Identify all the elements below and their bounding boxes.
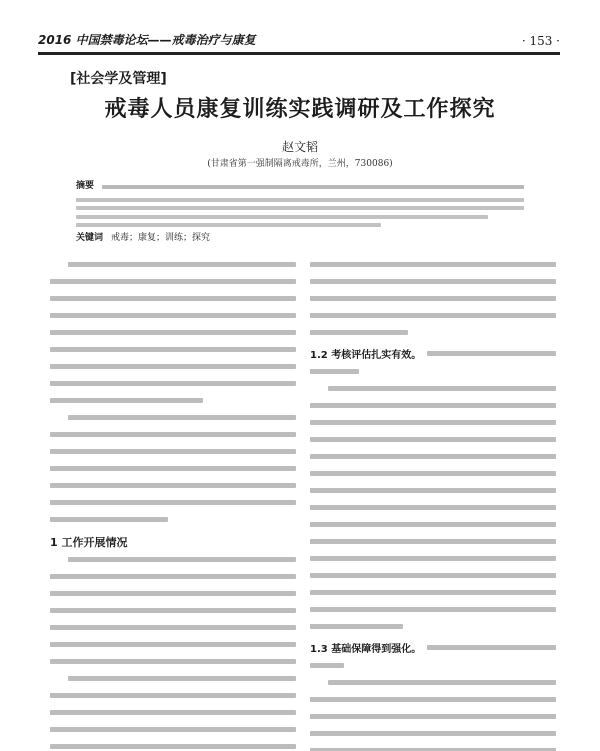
text-line: [50, 625, 296, 630]
text-line: [310, 539, 556, 544]
affiliation: (甘肃省第一强制隔离戒毒所，兰州，730086): [207, 159, 393, 169]
abstract-label: 摘要: [76, 181, 95, 191]
keywords-row: [76, 232, 524, 245]
article-title: 戒毒人员康复训练实践调研及工作探究: [104, 97, 496, 122]
text-line: [310, 279, 556, 284]
text-line: [310, 403, 556, 408]
right-column: [310, 262, 556, 751]
text-line: [50, 466, 296, 471]
page-number: · 153 ·: [521, 34, 560, 48]
section-tag: [社会学及管理]: [70, 71, 167, 87]
text-line: [310, 714, 556, 719]
text-line: [50, 364, 296, 369]
header-rule: [38, 52, 560, 55]
text-line: [102, 185, 524, 189]
text-line: [50, 693, 296, 698]
text-line: [310, 573, 556, 578]
text-line: [50, 347, 296, 352]
text-line: [76, 206, 524, 210]
text-line: [68, 557, 296, 562]
running-head: [38, 28, 560, 48]
text-line: [310, 505, 556, 510]
text-line: [76, 198, 524, 202]
text-line: [310, 488, 556, 493]
text-line: [427, 351, 556, 356]
keywords: 戒毒；康复；训练；探究: [111, 232, 211, 243]
journal-title: 2016 中国禁毒论坛——戒毒治疗与康复: [38, 33, 256, 47]
text-line: [50, 313, 296, 318]
text-line: [50, 381, 296, 386]
abstract-block: [76, 180, 524, 245]
text-line: [310, 296, 556, 301]
text-line: [50, 642, 296, 647]
text-line: [50, 574, 296, 579]
text-line: [50, 744, 296, 749]
text-line: [310, 590, 556, 595]
text-line: [328, 386, 556, 391]
text-line: [50, 330, 296, 335]
text-line: [50, 710, 296, 715]
text-line: [50, 483, 296, 488]
text-line: [50, 449, 296, 454]
keywords-label: 关键词: [76, 232, 104, 243]
author: 赵文韬: [281, 140, 318, 154]
text-line: [50, 279, 296, 284]
text-line: [310, 697, 556, 702]
text-line: [310, 731, 556, 736]
text-line: [76, 215, 488, 219]
text-line: [50, 591, 296, 596]
text-line: [310, 556, 556, 561]
subsection-title: 1.2 考核评估扎实有效。: [310, 350, 422, 361]
text-line: [310, 522, 556, 527]
subsection-heading: [310, 641, 556, 654]
text-line: [328, 680, 556, 685]
subsection-title: 1.3 基础保障得到强化。: [310, 644, 422, 655]
text-line: [68, 676, 296, 681]
text-line: [50, 517, 168, 522]
text-line: [310, 663, 344, 668]
text-line: [310, 420, 556, 425]
text-line: [50, 608, 296, 613]
text-line: [68, 415, 296, 420]
text-line: [310, 471, 556, 476]
text-line: [68, 262, 296, 267]
text-line: [427, 645, 556, 650]
text-line: [50, 500, 296, 505]
text-line: [310, 369, 359, 374]
text-line: [310, 330, 408, 335]
text-line: [310, 454, 556, 459]
text-line: [50, 296, 296, 301]
text-line: [50, 659, 296, 664]
text-line: [50, 727, 296, 732]
text-line: [76, 223, 381, 227]
text-line: [310, 262, 556, 267]
left-column: [50, 262, 296, 751]
text-line: [50, 398, 203, 403]
text-line: [50, 432, 296, 437]
text-line: [310, 437, 556, 442]
section-heading: 1 工作开展情况: [50, 536, 128, 549]
abstract-text: [76, 198, 524, 228]
subsection-heading: [310, 347, 556, 360]
text-line: [310, 313, 556, 318]
text-line: [310, 607, 556, 612]
text-line: [310, 624, 403, 629]
abstract-first-line: [76, 180, 524, 193]
